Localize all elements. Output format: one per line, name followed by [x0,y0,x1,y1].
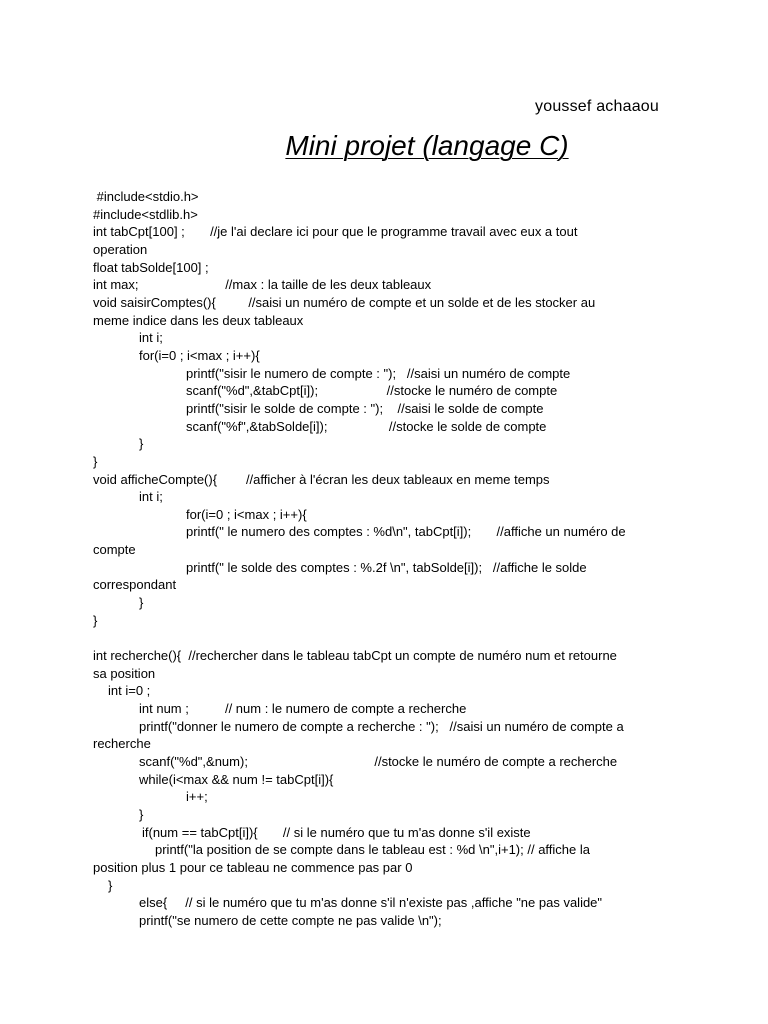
code-line: printf("la position de se compte dans le tableau est : %d \n",i+1); // affiche la [155,842,590,858]
code-line: #include<stdio.h> [93,189,199,204]
code-line: if(num == tabCpt[i]){ // si le numéro que tu m'as donne s'il existe [142,824,531,840]
code-line: scanf("%f",&tabSolde[i]); //stocke le solde de compte [186,418,547,434]
document-title [0,130,768,162]
code-line: } [93,612,98,628]
code-line: printf("sisir le numero de compte : "); //saisi un numéro de compte [186,365,571,381]
code-line: int i=0 ; [108,683,151,699]
code-line: while(i<max && num != tabCpt[i]){ [139,771,334,787]
code-line: int tabCpt[100] ; //je l'ai declare ici pour que le programme travail avec eux a tout [93,224,578,240]
code-line: } [108,877,113,893]
code-line: printf(" le solde des comptes : %.2f \n", tabSolde[i]); //affiche le solde [186,559,587,575]
code-line: printf(" le numero des comptes : %d\n", tabCpt[i]); //affiche un numéro de [186,524,626,540]
code-line: void saisirComptes(){ //saisi un numéro de compte et un solde et de les stocker au [93,294,596,310]
code-line: float tabSolde[100] ; [93,259,209,275]
code-line: sa position [93,665,156,681]
code-line: printf("sisir le solde de compte : "); //saisi le solde de compte [186,400,544,416]
code-line: int i; [139,330,163,346]
code-line: int num ; // num : le numero de compte a recherche [139,701,467,717]
code-line: int i; [139,489,163,505]
code-line: for(i=0 ; i<max ; i++){ [186,506,307,522]
code-line: meme indice dans les deux tableaux [93,312,304,328]
code-line: } [139,436,144,452]
code-line: printf("donner le numero de compte a recherche : "); //saisi un numéro de compte a [139,718,624,734]
code-line: scanf("%d",&tabCpt[i]); //stocke le numéro de compte [186,383,558,399]
code-line: } [93,453,98,469]
code-line: position plus 1 pour ce tableau ne commence pas par 0 [93,859,413,875]
code-line: } [139,595,144,611]
code-line: scanf("%d",&num); //stocke le numéro de compte a recherche [139,753,618,769]
code-line: int max; //max : la taille de les deux tableaux [93,277,432,293]
code-line: for(i=0 ; i<max ; i++){ [139,347,260,363]
code-line: void afficheCompte(){ //afficher à l'écran les deux tableaux en meme temps [93,471,550,487]
code-line: operation [93,241,148,257]
code-line: int recherche(){ //rechercher dans le tableau tabCpt un compte de numéro num et retourne [93,648,617,664]
code-line: printf("se numero de cette compte ne pas valide \n"); [139,912,442,928]
code-line: i++; [186,789,208,805]
code-line: recherche [93,736,151,752]
title-text: Mini projet (langage C) [285,130,569,161]
code-line: } [139,806,144,822]
code-line: else{ // si le numéro que tu m'as donne s'il n'existe pas ,affiche "ne pas valide" [139,895,603,911]
code-listing [93,188,683,930]
blank-line [93,629,683,647]
code-line: correspondant [93,577,177,593]
author-name: youssef achaaou [535,98,659,115]
code-line: #include<stdlib.h> [93,206,198,222]
code-line: compte [93,542,136,558]
